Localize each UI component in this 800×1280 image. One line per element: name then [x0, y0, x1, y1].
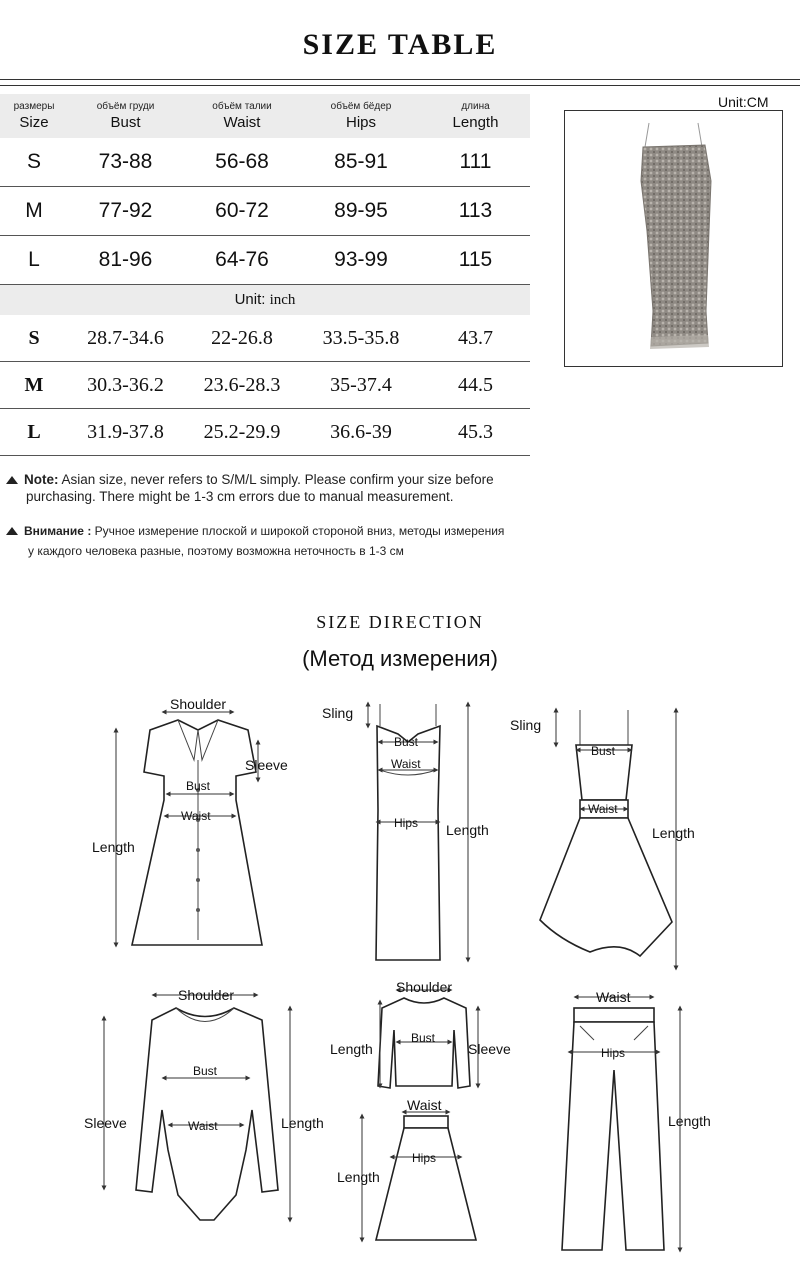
page-title: SIZE TABLE	[302, 28, 498, 61]
label-sling: Sling	[322, 705, 354, 721]
title-rule-bottom	[0, 85, 800, 86]
label-waist: Waist	[596, 989, 631, 1005]
title-rule-top	[0, 79, 800, 80]
label-waist: Waist	[188, 1119, 218, 1133]
trousers-diagram	[562, 989, 711, 1250]
label-length: Length	[330, 1041, 373, 1057]
label-length: Length	[281, 1115, 324, 1131]
table-row: M 30.3-36.2 23.6-28.3 35-37.4 44.5	[0, 362, 530, 409]
label-bust: Bust	[394, 735, 419, 749]
header-hips: объём бёдер Hips	[330, 101, 392, 131]
label-sleeve: Sleeve	[245, 757, 288, 773]
label-hips: Hips	[412, 1151, 437, 1165]
table-row: L 81-96 64-76 93-99 115	[0, 236, 530, 285]
skirt-diagram	[337, 1097, 476, 1240]
label-waist: Waist	[181, 809, 211, 823]
label-bust: Bust	[591, 744, 616, 758]
label-sleeve: Sleeve	[84, 1115, 127, 1131]
product-photo	[564, 110, 783, 367]
label-shoulder: Shoulder	[396, 979, 453, 995]
label-length: Length	[446, 822, 489, 838]
warning-triangle-icon	[6, 476, 18, 484]
size-table-cm	[0, 94, 530, 456]
unit-cm-label: Unit:CM	[718, 94, 769, 110]
table-row: S 28.7-34.6 22-26.8 33.5-35.8 43.7	[0, 315, 530, 362]
table-header-row	[0, 94, 530, 138]
label-length: Length	[337, 1169, 380, 1185]
table-row: M 77-92 60-72 89-95 113	[0, 187, 530, 236]
label-waist: Waist	[588, 802, 618, 816]
label-sleeve: Sleeve	[468, 1041, 511, 1057]
measurement-diagrams	[0, 690, 800, 1280]
header-length: длина Length	[452, 101, 499, 131]
label-waist: Waist	[391, 757, 421, 771]
label-bust: Bust	[193, 1064, 218, 1078]
label-bust: Bust	[411, 1031, 436, 1045]
bodysuit-diagram	[84, 987, 324, 1220]
slip-dress-diagram	[322, 704, 489, 960]
label-length: Length	[668, 1113, 711, 1129]
sequin-dress-image	[565, 111, 782, 366]
note-russian: Внимание : Ручное измерение плоской и широкой стороной вниз, методы измерения у каждого человека разные, поэтому возможна неточность в 1-3 см	[6, 521, 504, 561]
note-english: Note: Asian size, never refers to S/M/L simply. Please confirm your size before purchasing. There might be 1-3 cm errors due to manual measurement.	[6, 471, 494, 505]
warning-triangle-icon	[6, 527, 18, 535]
top-diagram	[330, 979, 511, 1088]
label-hips: Hips	[394, 816, 419, 830]
table-row: L 31.9-37.8 25.2-29.9 36.6-39 45.3	[0, 409, 530, 456]
header-bust: объём груди Bust	[96, 101, 155, 131]
label-hips: Hips	[601, 1046, 626, 1060]
label-waist: Waist	[407, 1097, 442, 1113]
label-length: Length	[92, 839, 135, 855]
size-direction-title: SIZE DIRECTION	[316, 612, 484, 632]
header-size: размеры Size	[13, 101, 55, 131]
label-sling: Sling	[510, 717, 542, 733]
camisole-dress-diagram	[510, 710, 695, 968]
header-waist: объём талии Waist	[212, 101, 272, 131]
shirt-dress-diagram	[92, 696, 288, 945]
label-shoulder: Shoulder	[178, 987, 235, 1003]
label-shoulder: Shoulder	[170, 696, 227, 712]
label-length: Length	[652, 825, 695, 841]
label-bust: Bust	[186, 779, 211, 793]
size-direction-subtitle: (Метод измерения)	[302, 646, 498, 671]
table-row: S 73-88 56-68 85-91 111	[0, 138, 530, 187]
inch-unit-row: Unit: inch	[0, 285, 530, 316]
